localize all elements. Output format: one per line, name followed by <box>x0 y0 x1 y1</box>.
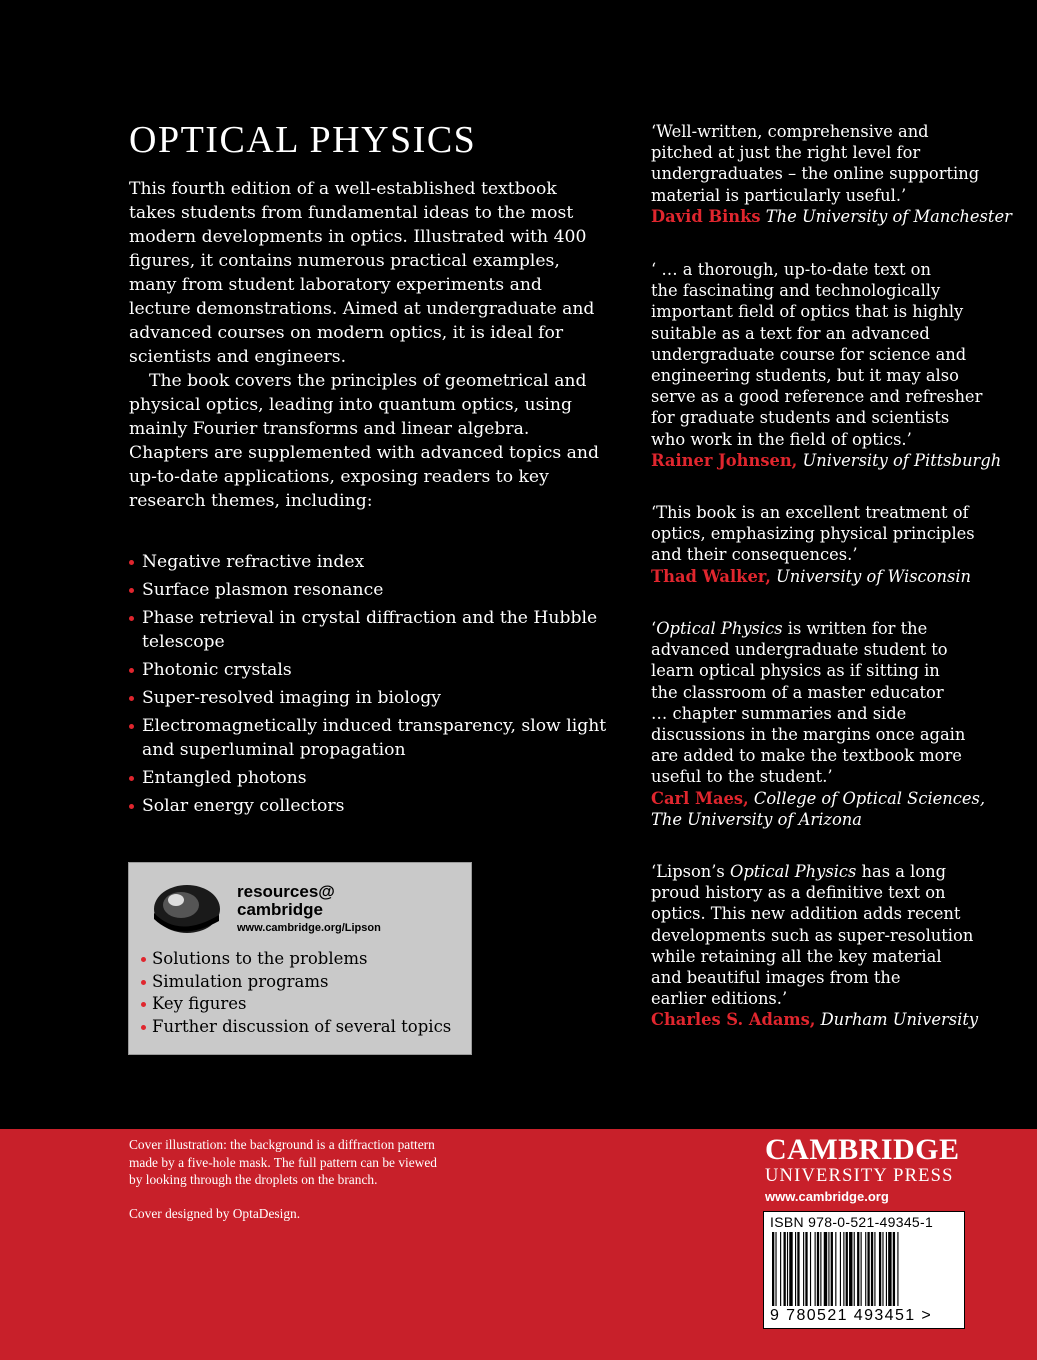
cover-credits: Cover illustration: the background is a diffraction pattern made by a five-hole mask. The full pattern can be viewed by looking through the droplets on the branch. <box>129 1137 437 1187</box>
resources-box <box>128 862 472 1055</box>
barcode-bar <box>897 1232 898 1306</box>
resources-list <box>139 948 451 1038</box>
quote-text: ‘Optical Physics is written for the advanced undergraduate student to learn optical physics as if sitting in the classroom of a master educator … chapter summaries and side discussions in the margins once again are added to make the textbook more useful to the student.’ <box>651 619 966 787</box>
publisher-press: UNIVERSITY PRESS <box>765 1166 954 1186</box>
barcode-bar <box>893 1232 895 1306</box>
quote-text: ‘Lipson’s Optical Physics has a long proud history as a definitive text on optics. This new addition adds recent developments such as super-resolution while retaining all the key material and beautiful images from the earlier editions.’ <box>651 862 974 1009</box>
resource-item: Solutions to the problems <box>139 948 451 971</box>
publisher-name: CAMBRIDGE <box>765 1133 960 1166</box>
reviewer-name: David Binks <box>651 206 761 226</box>
barcode-bar <box>789 1232 792 1306</box>
description-paragraph-2: The book covers the principles of geometrical and physical optics, leading into quantum optics, using mainly Fourier transforms and linear algebra. Chapters are supplemented with advanced topics and up-to-date applications, exposing readers to key research themes, including: <box>129 371 599 511</box>
reviewer-affiliation: College of Optical Sciences, <box>748 788 986 808</box>
barcode-bar <box>805 1232 807 1306</box>
review-quote <box>651 502 991 587</box>
barcode-bar <box>886 1232 887 1306</box>
barcode-bar <box>820 1232 821 1306</box>
topics-list <box>129 550 609 822</box>
barcode-bar <box>871 1232 873 1306</box>
barcode-bar <box>879 1232 881 1306</box>
resources-heading: resources@ cambridge <box>237 882 335 919</box>
review-quote <box>651 618 991 830</box>
quote-text: ‘ … a thorough, up-to-date text on the fascinating and technologically important field of optics that is highly suitable as a text for an advanced undergraduate course for science and engineering students, but it may also serve as a good reference and refresher for graduate students and scientists who work in the field of optics.’ <box>651 260 983 449</box>
topic-item: Photonic crystals <box>129 658 609 682</box>
reviewer-affiliation: University of Pittsburgh <box>797 450 1002 470</box>
bullet-icon <box>129 804 134 809</box>
reviewer-affiliation: Durham University <box>815 1010 979 1030</box>
resource-item: Key figures <box>139 993 451 1016</box>
reviewer-affiliation-line2: The University of Arizona <box>651 809 862 829</box>
barcode-bar <box>888 1232 891 1306</box>
barcode-bar <box>861 1232 862 1306</box>
barcode-bar <box>828 1232 829 1306</box>
barcode-bar <box>854 1232 855 1306</box>
quote-attribution <box>651 450 1002 471</box>
topic-item: Phase retrieval in crystal diffraction and the Hubble telescope <box>129 606 609 654</box>
book-title: OPTICAL PHYSICS <box>129 119 477 161</box>
barcode-bar <box>843 1232 844 1306</box>
isbn-label: ISBN 978-0-521-49345-1 <box>770 1214 934 1230</box>
quote-attribution <box>651 206 1012 227</box>
bullet-icon <box>141 957 146 962</box>
topic-item: Solar energy collectors <box>129 794 609 818</box>
barcode-bar <box>780 1232 781 1306</box>
barcode-bar <box>787 1232 788 1306</box>
bullet-icon <box>141 980 146 985</box>
quote-attribution <box>651 1009 991 1030</box>
barcode-bar <box>865 1232 866 1306</box>
barcode-bar <box>797 1232 799 1306</box>
designer-credit: Cover designed by OptaDesign. <box>129 1206 301 1221</box>
resources-url: www.cambridge.org/Lipson <box>237 922 381 934</box>
barcode-box <box>763 1211 965 1329</box>
reviewer-name: Carl Maes, <box>651 788 749 808</box>
barcode-bar <box>849 1232 852 1306</box>
barcode-bar <box>815 1232 816 1306</box>
bullet-icon <box>129 776 134 781</box>
bullet-icon <box>129 560 134 565</box>
topic-item: Super-resolved imaging in biology <box>129 686 609 710</box>
barcode-bar <box>817 1232 819 1306</box>
barcode-bar <box>867 1232 869 1306</box>
barcode-bar <box>840 1232 841 1306</box>
bullet-icon <box>129 696 134 701</box>
bullet-icon <box>129 588 134 593</box>
bullet-icon <box>141 1002 146 1007</box>
barcode-bar <box>882 1232 883 1306</box>
topic-item: Entangled photons <box>129 766 609 790</box>
reviewer-name: Thad Walker, <box>651 566 771 586</box>
resource-item: Further discussion of several topics <box>139 1016 451 1039</box>
bullet-icon <box>141 1025 146 1030</box>
barcode-bar <box>831 1232 833 1306</box>
barcode-digits: 9 780521 493451 > <box>770 1307 933 1324</box>
description-paragraph-1: This fourth edition of a well-established textbook takes students from fundamental ideas to the most modern developments in optics. Illustrated with 400 figures, it contains numerous practical examples, many from student laboratory experiments and lecture demonstrations. Aimed at undergraduate and advanced courses on modern optics, it is ideal for scientists and engineers. <box>129 179 595 367</box>
reviewer-name: Charles S. Adams, <box>651 1010 816 1030</box>
book-description <box>129 177 599 513</box>
review-quote <box>651 121 1012 227</box>
bullet-icon <box>129 616 134 621</box>
bullet-icon <box>129 668 134 673</box>
barcode-icon <box>770 1232 958 1306</box>
barcode-bar <box>810 1232 811 1306</box>
barcode-bar <box>803 1232 804 1306</box>
resource-item: Simulation programs <box>139 971 451 994</box>
review-quote <box>651 861 991 1031</box>
barcode-bar <box>824 1232 827 1306</box>
barcode-bar <box>835 1232 836 1306</box>
barcode-bar <box>846 1232 848 1306</box>
publisher-url: www.cambridge.org <box>765 1189 889 1204</box>
review-quote <box>651 259 1002 471</box>
barcode-bar <box>784 1232 786 1306</box>
barcode-bar <box>857 1232 859 1306</box>
topic-item: Negative refractive index <box>129 550 609 574</box>
quote-attribution <box>651 788 991 809</box>
topic-item: Electromagnetically induced transparency, slow light and superluminal propagation <box>129 714 609 762</box>
resources-logo-icon <box>149 879 221 935</box>
barcode-bar <box>795 1232 796 1306</box>
reviewer-affiliation: University of Wisconsin <box>770 566 972 586</box>
quote-text: ‘Well-written, comprehensive and pitched at just the right level for undergraduates – the online supporting material is particularly useful.’ <box>651 122 980 205</box>
barcode-bar <box>874 1232 875 1306</box>
barcode-bar <box>775 1232 776 1306</box>
barcode-bar <box>772 1232 774 1306</box>
topic-item: Surface plasmon resonance <box>129 578 609 602</box>
reviewer-name: Rainer Johnsen, <box>651 450 798 470</box>
reviewer-affiliation: The University of Manchester <box>760 206 1012 226</box>
bullet-icon <box>129 724 134 729</box>
quote-text: ‘This book is an excellent treatment of optics, emphasizing physical principles and their consequences.’ <box>651 503 975 565</box>
quote-attribution <box>651 566 991 587</box>
